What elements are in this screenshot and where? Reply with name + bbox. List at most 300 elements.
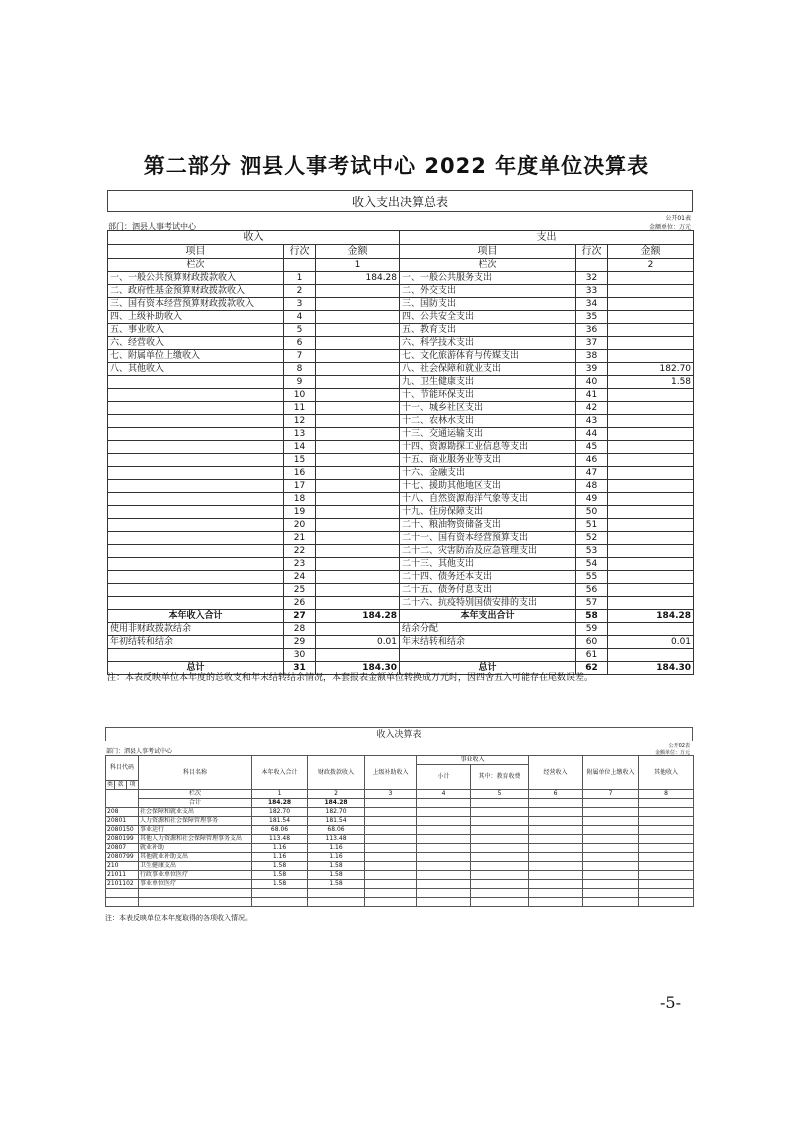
unit-label: 金额单位：万元 (648, 224, 691, 231)
income-item: 三、国有资本经营预算财政拨款收入 (108, 298, 284, 311)
empty-cell (639, 853, 694, 862)
fiscal-income-value: 1.58 (308, 871, 365, 880)
empty-cell (365, 880, 417, 889)
empty-cell (365, 808, 417, 817)
income-line: 29 (284, 636, 316, 649)
expense-line: 44 (576, 428, 608, 441)
col-num: 5 (471, 790, 529, 799)
total-income-value: 181.54 (252, 817, 308, 826)
expense-item: 十八、自然资源海洋气象等支出 (400, 493, 576, 506)
income-line: 14 (284, 441, 316, 454)
income-item (108, 480, 284, 493)
expense-item: 二十二、灾害防治及应急管理支出 (400, 545, 576, 558)
expense-amount (608, 298, 694, 311)
subject-code: 208 (106, 808, 139, 817)
col-edu-fee: 其中：教育收费 (471, 765, 529, 790)
col-amount: 金额 (316, 245, 400, 259)
income-amount (316, 415, 400, 428)
expense-line: 60 (576, 636, 608, 649)
empty-cell (471, 826, 529, 835)
table-row (106, 898, 694, 907)
income-line: 20 (284, 519, 316, 532)
total-row (108, 610, 694, 623)
empty-cell (106, 889, 139, 898)
empty-cell (529, 880, 583, 889)
expense-line: 55 (576, 571, 608, 584)
income-line: 6 (284, 337, 316, 350)
total-income-line: 27 (284, 610, 316, 623)
table-row (108, 558, 694, 571)
income-header: 收入 (108, 231, 400, 245)
empty-cell (417, 862, 471, 871)
empty-cell (471, 880, 529, 889)
lanci-label: 栏次 (139, 790, 252, 799)
expense-amount (608, 545, 694, 558)
subject-code: 210 (106, 862, 139, 871)
empty-cell (252, 889, 308, 898)
expense-amount: 1.58 (608, 376, 694, 389)
empty-cell (529, 808, 583, 817)
grand-total-label: 总计 (108, 662, 284, 675)
income-item: 年初结转和结余 (108, 636, 284, 649)
empty-cell (583, 817, 639, 826)
income-amount: 184.28 (316, 272, 400, 285)
form-code: 公开01表 (665, 215, 691, 222)
total-income-value: 1.16 (252, 853, 308, 862)
page-title: 第二部分 泗县人事考试中心 2022 年度单位决算表 (143, 154, 650, 178)
empty-cell (417, 871, 471, 880)
empty-cell (365, 862, 417, 871)
income-line: 30 (284, 649, 316, 662)
empty-cell (529, 871, 583, 880)
col-line: 行次 (576, 245, 608, 259)
total-income-value: 1.58 (252, 871, 308, 880)
expense-amount: 182.70 (608, 363, 694, 376)
col-business-income: 经营收入 (529, 756, 583, 790)
expense-item (400, 649, 576, 662)
income-amount (316, 428, 400, 441)
empty-cell (529, 862, 583, 871)
income-line: 7 (284, 350, 316, 363)
empty-cell (583, 880, 639, 889)
total-expense-line: 58 (576, 610, 608, 623)
grand-total-line: 31 (284, 662, 316, 675)
income-amount (316, 623, 400, 636)
page-number: -5- (660, 993, 681, 1012)
expense-amount (608, 337, 694, 350)
income-amount (316, 597, 400, 610)
expense-item: 年末结转和结余 (400, 636, 576, 649)
subject-name: 人力资源和社会保障管理事务 (139, 817, 252, 826)
expense-line: 45 (576, 441, 608, 454)
lanci-label: 栏次 (400, 259, 576, 272)
empty-cell (583, 889, 639, 898)
empty-cell (583, 898, 639, 907)
heji-label: 合计 (139, 799, 252, 808)
col-num: 8 (639, 790, 694, 799)
expense-line: 47 (576, 467, 608, 480)
expense-amount (608, 402, 694, 415)
income-line: 23 (284, 558, 316, 571)
expense-amount (608, 324, 694, 337)
col-num: 6 (529, 790, 583, 799)
income-item: 四、上级补助收入 (108, 311, 284, 324)
expense-amount (608, 428, 694, 441)
income-item (108, 649, 284, 662)
income-item (108, 467, 284, 480)
expense-line: 59 (576, 623, 608, 636)
empty-cell (583, 808, 639, 817)
expense-amount (608, 350, 694, 363)
expense-line: 48 (576, 480, 608, 493)
income-amount (316, 298, 400, 311)
income-line: 21 (284, 532, 316, 545)
table-caption: 收入决算表 (105, 727, 693, 741)
income-amount (316, 571, 400, 584)
col-subject-code: 科目代码 (106, 756, 139, 781)
income-line: 18 (284, 493, 316, 506)
income-line: 1 (284, 272, 316, 285)
table-row (108, 532, 694, 545)
empty-cell (639, 862, 694, 871)
income-amount (316, 545, 400, 558)
fiscal-income-value: 1.16 (308, 853, 365, 862)
income-item: 使用非财政拨款结余 (108, 623, 284, 636)
table-row (108, 454, 694, 467)
empty-cell (417, 844, 471, 853)
income-item (108, 584, 284, 597)
income-amount (316, 363, 400, 376)
subject-code: 20807 (106, 844, 139, 853)
expense-amount (608, 597, 694, 610)
expense-line: 35 (576, 311, 608, 324)
income-amount (316, 467, 400, 480)
income-amount (316, 402, 400, 415)
expense-line: 39 (576, 363, 608, 376)
empty-cell (417, 817, 471, 826)
empty-cell (639, 889, 694, 898)
expense-line: 42 (576, 402, 608, 415)
expense-line: 57 (576, 597, 608, 610)
expense-amount (608, 571, 694, 584)
income-item: 一、一般公共预算财政拨款收入 (108, 272, 284, 285)
grand-total-line: 62 (576, 662, 608, 675)
empty-cell (529, 853, 583, 862)
income-item (108, 389, 284, 402)
subject-code: 2101102 (106, 880, 139, 889)
income-line: 15 (284, 454, 316, 467)
subject-code: 21011 (106, 871, 139, 880)
income-line: 24 (284, 571, 316, 584)
col-upper-subsidy: 上级补助收入 (365, 756, 417, 790)
empty-cell (365, 826, 417, 835)
empty-cell (417, 826, 471, 835)
empty-cell (529, 817, 583, 826)
col-num: 1 (252, 790, 308, 799)
income-amount (316, 350, 400, 363)
empty-cell (471, 889, 529, 898)
expense-item: 三、国防支出 (400, 298, 576, 311)
table-row (108, 623, 694, 636)
expense-item: 十四、资源勘探工业信息等支出 (400, 441, 576, 454)
empty-cell (139, 898, 252, 907)
income-item: 二、政府性基金预算财政拨款收入 (108, 285, 284, 298)
subject-code: 2080799 (106, 853, 139, 862)
income-item (108, 441, 284, 454)
empty-cell (583, 826, 639, 835)
income-amount (316, 480, 400, 493)
table-row (106, 808, 694, 817)
expense-item: 二十三、其他支出 (400, 558, 576, 571)
income-line: 5 (284, 324, 316, 337)
table-row (106, 871, 694, 880)
expense-line: 61 (576, 649, 608, 662)
table-row (108, 519, 694, 532)
table-row (108, 506, 694, 519)
subject-name: 事业单位医疗 (139, 880, 252, 889)
expense-line: 36 (576, 324, 608, 337)
subject-code: 2080199 (106, 835, 139, 844)
expense-line: 52 (576, 532, 608, 545)
expense-item: 十九、住房保障支出 (400, 506, 576, 519)
grand-total-label: 总计 (400, 662, 576, 675)
expense-line: 53 (576, 545, 608, 558)
table-row (106, 853, 694, 862)
expense-line: 32 (576, 272, 608, 285)
empty-cell (308, 898, 365, 907)
table-row (108, 493, 694, 506)
empty-cell (639, 835, 694, 844)
expense-item: 二十五、债务付息支出 (400, 584, 576, 597)
empty-cell (417, 853, 471, 862)
table-row (106, 880, 694, 889)
expense-line: 33 (576, 285, 608, 298)
income-grid (105, 755, 694, 907)
form-code: 公开02表 (668, 743, 690, 749)
total-income-label: 本年收入合计 (108, 610, 284, 623)
expense-item: 十五、商业服务业等支出 (400, 454, 576, 467)
empty-cell (529, 889, 583, 898)
income-amount (316, 493, 400, 506)
expense-amount (608, 415, 694, 428)
income-item (108, 519, 284, 532)
income-amount (316, 311, 400, 324)
expense-header: 支出 (400, 231, 694, 245)
empty-cell (471, 862, 529, 871)
lanci-label: 栏次 (108, 259, 284, 272)
expense-amount (608, 441, 694, 454)
lanci-value: 1 (316, 259, 400, 272)
income-amount (316, 376, 400, 389)
income-item (108, 415, 284, 428)
col-other-income: 其他收入 (639, 756, 694, 790)
fiscal-income-value: 1.58 (308, 880, 365, 889)
income-item: 六、经营收入 (108, 337, 284, 350)
empty-cell (639, 826, 694, 835)
income-detail-table (105, 727, 693, 923)
total-income-amount: 184.28 (316, 610, 400, 623)
income-line: 28 (284, 623, 316, 636)
income-line: 26 (284, 597, 316, 610)
income-item: 八、其他收入 (108, 363, 284, 376)
subject-name: 其他人力资源和社会保障管理事务支出 (139, 835, 252, 844)
expense-item: 九、卫生健康支出 (400, 376, 576, 389)
expense-item: 五、教育支出 (400, 324, 576, 337)
table-row (106, 862, 694, 871)
subject-name: 就业补助 (139, 844, 252, 853)
empty-cell (139, 889, 252, 898)
expense-item: 十一、城乡社区支出 (400, 402, 576, 415)
expense-amount (608, 623, 694, 636)
income-amount (316, 285, 400, 298)
lanci-value: 2 (608, 259, 694, 272)
income-item (108, 402, 284, 415)
table-row (108, 636, 694, 649)
income-item: 七、附属单位上缴收入 (108, 350, 284, 363)
empty-cell (583, 844, 639, 853)
income-line: 16 (284, 467, 316, 480)
fiscal-income-value: 68.06 (308, 826, 365, 835)
table-row (108, 545, 694, 558)
income-item (108, 597, 284, 610)
expense-item: 二十一、国有资本经营预算支出 (400, 532, 576, 545)
expense-amount (608, 285, 694, 298)
expense-amount (608, 389, 694, 402)
fiscal-income-value: 113.48 (308, 835, 365, 844)
expense-item: 一、一般公共服务支出 (400, 272, 576, 285)
col-xiang: 项 (127, 781, 139, 790)
table-row (108, 649, 694, 662)
expense-item: 六、科学技术支出 (400, 337, 576, 350)
empty-cell (471, 844, 529, 853)
expense-item: 七、文化旅游体育与传媒支出 (400, 350, 576, 363)
empty-cell (365, 889, 417, 898)
table-row (108, 389, 694, 402)
income-line: 17 (284, 480, 316, 493)
total-income-value: 1.58 (252, 862, 308, 871)
col-num: 2 (308, 790, 365, 799)
empty-cell (529, 898, 583, 907)
table-row (108, 415, 694, 428)
expense-line: 40 (576, 376, 608, 389)
income-line: 13 (284, 428, 316, 441)
expense-amount (608, 467, 694, 480)
col-item: 项目 (108, 245, 284, 259)
income-line: 8 (284, 363, 316, 376)
expense-item: 十六、金融支出 (400, 467, 576, 480)
empty-cell (471, 898, 529, 907)
table-row (108, 337, 694, 350)
table-row (108, 402, 694, 415)
income-line: 2 (284, 285, 316, 298)
income-line: 4 (284, 311, 316, 324)
empty-cell (583, 853, 639, 862)
table-row (108, 350, 694, 363)
empty-cell (417, 898, 471, 907)
table-row (106, 826, 694, 835)
expense-amount (608, 493, 694, 506)
empty-cell (639, 898, 694, 907)
subject-code: 2080150 (106, 826, 139, 835)
empty-cell (583, 862, 639, 871)
empty-cell (529, 844, 583, 853)
table-row (108, 480, 694, 493)
income-item: 五、事业收入 (108, 324, 284, 337)
subject-name: 事业运行 (139, 826, 252, 835)
income-line: 9 (284, 376, 316, 389)
income-amount (316, 584, 400, 597)
income-amount (316, 454, 400, 467)
income-amount: 0.01 (316, 636, 400, 649)
total-expense-amount: 184.28 (608, 610, 694, 623)
table-caption: 收入支出决算总表 (107, 190, 693, 212)
col-amount: 金额 (608, 245, 694, 259)
table-row (108, 324, 694, 337)
table-note: 注：本表反映单位本年度取得的各项收入情况。 (105, 914, 252, 922)
empty-cell (583, 835, 639, 844)
empty-cell (639, 844, 694, 853)
empty-cell (471, 817, 529, 826)
table-row (108, 311, 694, 324)
subject-name: 行政事业单位医疗 (139, 871, 252, 880)
expense-amount (608, 519, 694, 532)
expense-amount (608, 584, 694, 597)
expense-line: 56 (576, 584, 608, 597)
empty-cell (252, 898, 308, 907)
total-expense-label: 本年支出合计 (400, 610, 576, 623)
expense-amount: 0.01 (608, 636, 694, 649)
empty-cell (471, 808, 529, 817)
expense-line: 41 (576, 389, 608, 402)
table-row (108, 363, 694, 376)
empty-cell (583, 871, 639, 880)
empty-cell (471, 871, 529, 880)
sum-fiscal: 184.28 (308, 799, 365, 808)
expense-item: 十二、农林水支出 (400, 415, 576, 428)
expense-amount (608, 311, 694, 324)
expense-item: 二十六、抗疫特别国债安排的支出 (400, 597, 576, 610)
subject-name: 其他就业补助支出 (139, 853, 252, 862)
income-item (108, 506, 284, 519)
income-item (108, 545, 284, 558)
table-row (108, 298, 694, 311)
subject-code: 20801 (106, 817, 139, 826)
fiscal-income-value: 1.58 (308, 862, 365, 871)
expense-item: 八、社会保障和就业支出 (400, 363, 576, 376)
empty-cell (365, 871, 417, 880)
empty-cell (471, 835, 529, 844)
empty-cell (471, 853, 529, 862)
expense-item: 十、节能环保支出 (400, 389, 576, 402)
col-career-income: 事业收入 (417, 756, 529, 765)
income-item (108, 571, 284, 584)
expense-item: 二、外交支出 (400, 285, 576, 298)
empty-cell (639, 808, 694, 817)
col-num: 4 (417, 790, 471, 799)
table-row (106, 889, 694, 898)
col-num: 7 (583, 790, 639, 799)
empty-cell (365, 844, 417, 853)
empty-cell (417, 889, 471, 898)
expense-line: 49 (576, 493, 608, 506)
income-amount (316, 506, 400, 519)
expense-amount (608, 506, 694, 519)
empty-cell (365, 898, 417, 907)
grand-total-amount: 184.30 (316, 662, 400, 675)
empty-cell (529, 835, 583, 844)
col-total-income: 本年收入合计 (252, 756, 308, 790)
total-income-value: 68.06 (252, 826, 308, 835)
